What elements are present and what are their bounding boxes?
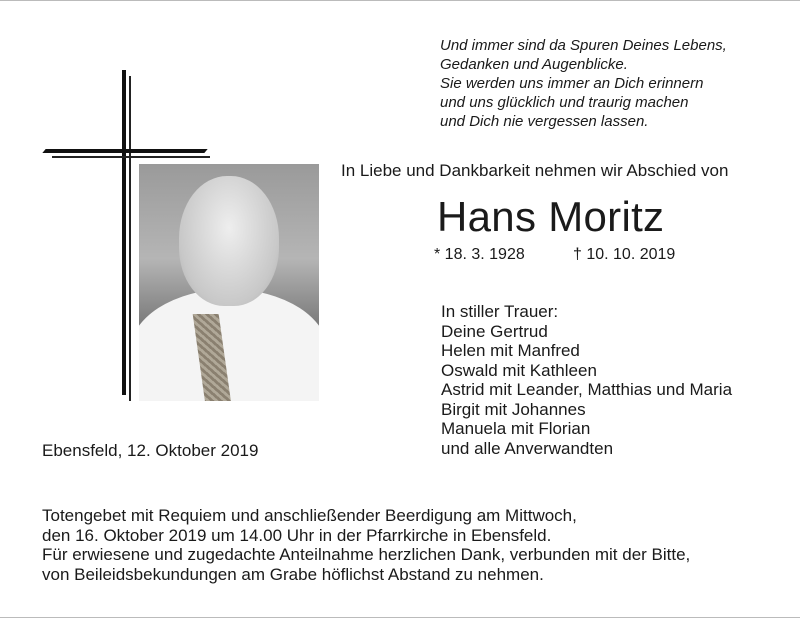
mourner-line: Manuela mit Florian (441, 419, 591, 438)
cross-vertical-bar (122, 70, 126, 395)
frame-line-bottom (0, 617, 800, 618)
poem (440, 36, 727, 131)
footer-line: Für erwiesene und zugedachte Anteilnahme herzlichen Dank, verbunden mit der Bitte, (42, 545, 691, 564)
intro-text: In Liebe und Dankbarkeit nehmen wir Abschied von (341, 161, 729, 180)
footer-line: den 16. Oktober 2019 um 14.00 Uhr in der Pfarrkirche in Ebensfeld. (42, 525, 552, 545)
portrait-photo (139, 164, 319, 401)
poem-line: und uns glücklich und traurig machen (440, 94, 689, 111)
death-date: † 10. 10. 2019 (573, 246, 676, 263)
mourner-line: Astrid mit Leander, Matthias und Maria (441, 380, 733, 399)
mourner-line: Oswald mit Kathleen (441, 360, 597, 380)
funeral-details (42, 506, 690, 584)
poem-line: Und immer sind da Spuren Deines Lebens, (440, 37, 727, 54)
poem-line: Sie werden uns immer an Dich erinnern (440, 75, 704, 92)
birth-date: * 18. 3. 1928 (434, 246, 525, 263)
mourner-line: In stiller Trauer: (441, 302, 559, 321)
cross-vertical-line (129, 76, 131, 401)
frame-line-top (0, 0, 800, 1)
footer-line: von Beileidsbekundungen am Grabe höflichst Abstand zu nehmen. (42, 564, 544, 584)
mourner-line: Helen mit Manfred (441, 341, 580, 360)
mourner-line: und alle Anverwandten (441, 438, 614, 458)
mourner-line: Birgit mit Johannes (441, 399, 586, 419)
cross-horizontal-line (52, 156, 210, 158)
mourners-list (441, 302, 732, 458)
mourner-line: Deine Gertrud (441, 321, 548, 341)
deceased-name: Hans Moritz (437, 193, 665, 240)
poem-line: Gedanken und Augenblicke. (440, 56, 628, 73)
footer-line: Totengebet mit Requiem und anschließender Beerdigung am Mittwoch, (42, 506, 577, 525)
place-date: Ebensfeld, 12. Oktober 2019 (42, 441, 259, 460)
cross-horizontal-bar (42, 149, 207, 153)
poem-line: und Dich nie vergessen lassen. (440, 113, 649, 130)
photo-head (179, 176, 279, 306)
